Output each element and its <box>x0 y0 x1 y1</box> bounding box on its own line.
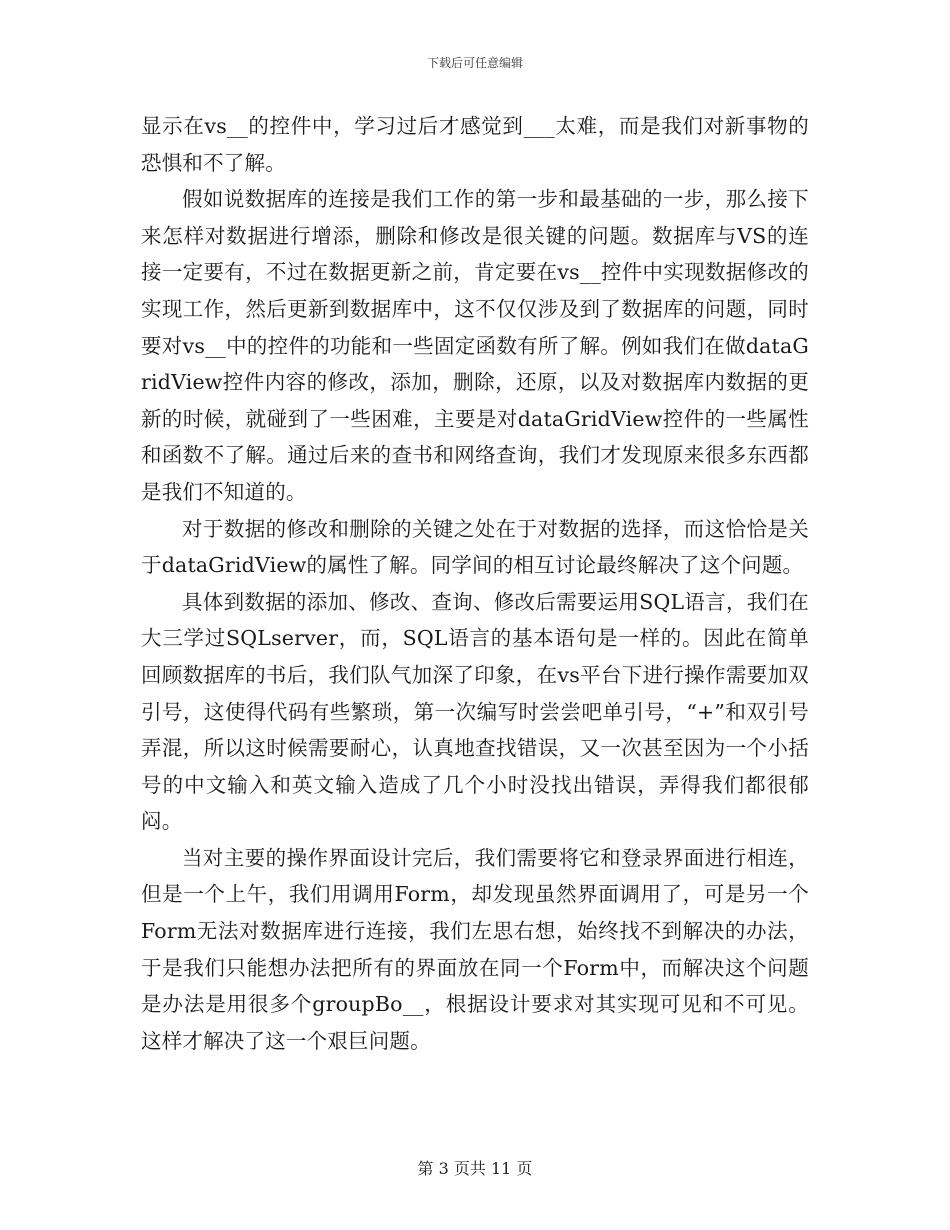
paragraph-4: 具体到数据的添加、修改、查询、修改后需要运用SQL语言，我们在大三学过SQLserver，而，SQL语言的基本语句是一样的。因此在简单回顾数据库的书后，我们队气加深了印象，在vs平台下进行操作需要加双引号，这使得代码有些繁琐，第一次编写时尝尝吧单引号，“+”和双引号弄混，所以这时候需要耐心，认真地查找错误，又一次甚至因为一个小括号的中文输入和英文输入造成了几个小时没找出错误，弄得我们都很郁闷。 <box>141 589 809 834</box>
paragraph-5: 当对主要的操作界面设计完后，我们需要将它和登录界面进行相连，但是一个上午，我们用调用Form，却发现虽然界面调用了，可是另一个Form无法对数据库进行连接，我们左思右想，始终找不到解决的办法，于是我们只能想办法把所有的界面放在同一个Form中，而解决这个问题是办法是用很多个groupBo__，根据设计要求对其实现可见和不可见。这样才解决了这一个艰巨问题。 <box>141 845 809 1053</box>
paragraph-3: 对于数据的修改和删除的关键之处在于对数据的选择，而这恰恰是关于dataGridView的属性了解。同学间的相互讨论最终解决了这个问题。 <box>141 516 809 578</box>
page-header: 下载后可任意编辑 <box>426 56 523 70</box>
document-body <box>141 108 809 1059</box>
paragraph-1: 显示在vs__的控件中，学习过后才感觉到___太难，而是我们对新事物的恐惧和不了解。 <box>141 114 809 175</box>
page-footer: 第 3 页共 11 页 <box>417 1159 533 1178</box>
paragraph-2: 假如说数据库的连接是我们工作的第一步和最基础的一步，那么接下来怎样对数据进行增添，删除和修改是很关键的问题。数据库与VS的连接一定要有，不过在数据更新之前，肯定要在vs__控件中实现数据修改的实现工作，然后更新到数据库中，这不仅仅涉及到了数据库的问题，同时要对vs__中的控件的功能和一些固定函数有所了解。例如我们在做dataGridView控件内容的修改，添加，删除，还原，以及对数据库内数据的更新的时候，就碰到了一些困难，主要是对dataGridView控件的一些属性和函数不了解。通过后来的查书和网络查询，我们才发现原来很多东西都是我们不知道的。 <box>141 187 809 504</box>
